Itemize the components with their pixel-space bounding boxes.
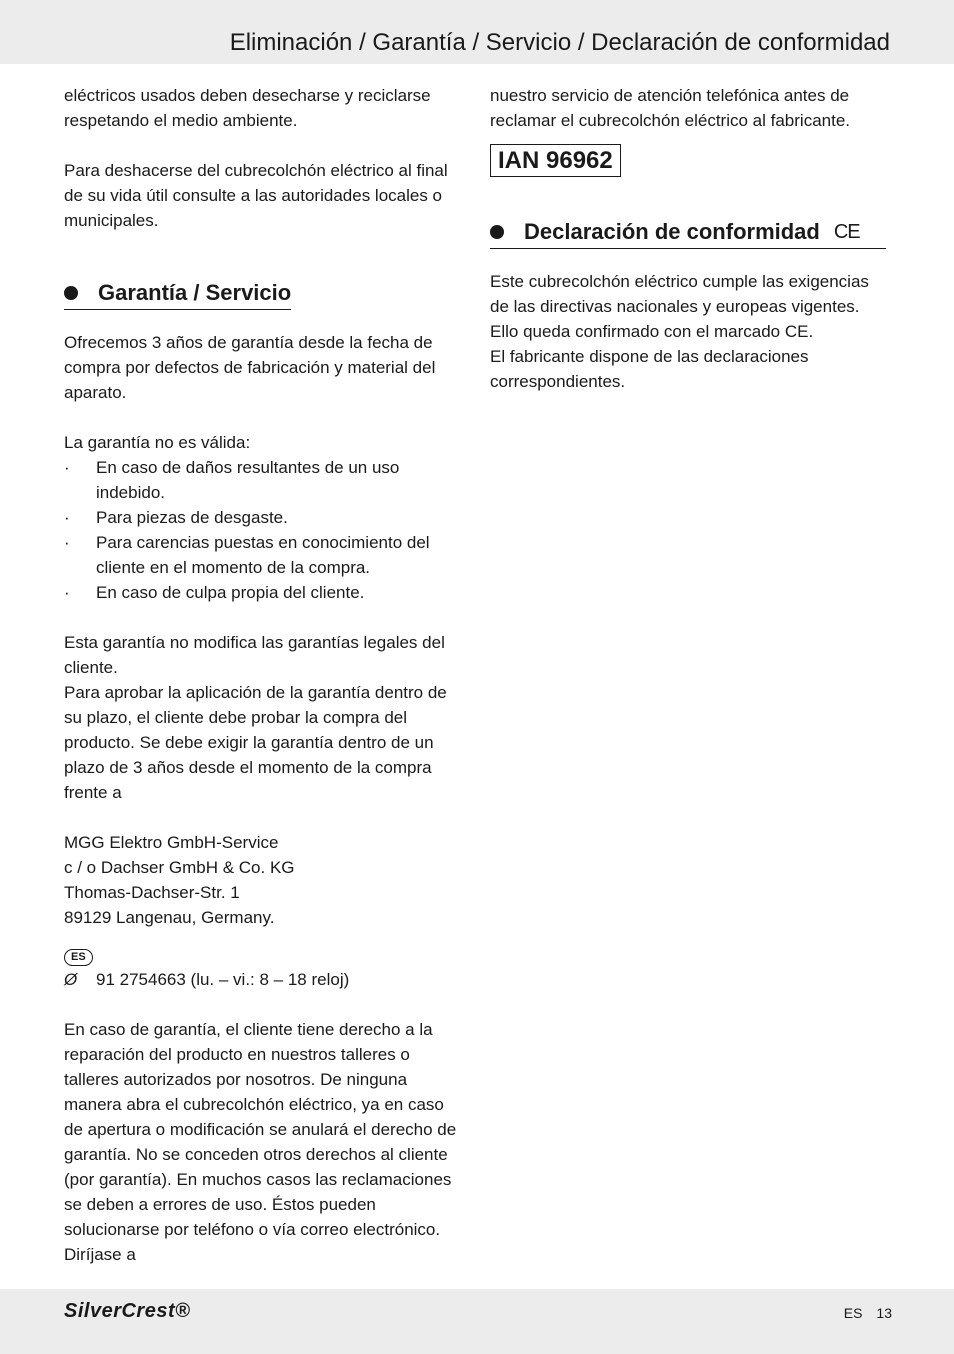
warranty-heading-label: Garantía / Servicio	[98, 280, 292, 305]
phone-line	[64, 967, 464, 992]
invalid-intro: La garantía no es válida:	[64, 433, 251, 452]
conformity-paragraph: Este cubrecolchón eléctrico cumple las exigencias de las directivas nacionales y europeas vigentes. Ello queda confirmado con el marcado CE.	[490, 272, 869, 341]
contact-continuation: nuestro servicio de atención telefónica antes de reclamar el cubrecolchón eléctrico al fabricante.	[490, 86, 851, 130]
list-item: · En caso de culpa propia del cliente.	[64, 580, 464, 605]
list-item: · En caso de daños resultantes de un uso indebido.	[64, 455, 464, 505]
legal-paragraph-2: Para aprobar la aplicación de la garantía dentro de su plazo, el cliente debe probar la compra del producto. Se debe exigir la garantía dentro de un plazo de 3 años desde el momento de la compra frente a	[64, 683, 447, 802]
page-footer	[0, 1289, 954, 1354]
address-line: 89129 Langenau, Germany.	[64, 908, 275, 927]
legal-paragraph-1: Esta garantía no modifica las garantías legales del cliente.	[64, 633, 445, 677]
conformity-heading	[490, 217, 886, 249]
ce-mark-icon: CE	[833, 221, 860, 243]
page-info	[844, 1305, 892, 1321]
bullet-dot-icon	[64, 286, 78, 300]
conformity-heading-label: Declaración de conformidad	[524, 219, 820, 244]
service-address	[64, 830, 464, 930]
address-line: Thomas-Dachser-Str. 1	[64, 883, 240, 902]
warranty-heading	[64, 278, 291, 310]
page-header	[0, 0, 954, 64]
phone-number: 91 2754663 (lu. – vi.: 8 – 18 reloj)	[96, 970, 350, 989]
country-badge: ES	[64, 949, 93, 966]
ian-box: IAN 96962	[490, 144, 621, 177]
repair-paragraph: En caso de garantía, el cliente tiene derecho a la reparación del producto en nuestros talleres o talleres autorizados por nosotros. De ninguna manera abra el cubrecolchón eléctrico, ya en caso de apertura o modificación se anulará el derecho de garantía. No se conceden otros derechos al cliente (por garantía). En muchos casos las reclamaciones se deben a errores de uso. Éstos pueden solucionarse por teléfono o vía correo electrónico. Diríjase a	[64, 1020, 457, 1264]
list-item: · Para piezas de desgaste.	[64, 505, 464, 530]
manufacturer-paragraph: El fabricante dispone de las declaraciones correspondientes.	[490, 347, 809, 391]
page-title: Eliminación / Garantía / Servicio / Declaración de conformidad	[229, 29, 890, 56]
left-column	[64, 83, 464, 1267]
warranty-paragraph: Ofrecemos 3 años de garantía desde la fecha de compra por defectos de fabricación y material del aparato.	[64, 333, 436, 402]
brand-logo: SilverCrest®	[64, 1300, 191, 1322]
intro-paragraph-1: eléctricos usados deben desecharse y reciclarse respetando el medio ambiente.	[64, 86, 431, 130]
right-column	[490, 83, 890, 394]
phone-icon: Ø	[64, 970, 78, 989]
bullet-dot-icon	[490, 225, 504, 239]
address-line: c / o Dachser GmbH & Co. KG	[64, 858, 295, 877]
intro-paragraph-2: Para deshacerse del cubrecolchón eléctrico al final de su vida útil consulte a las autoridades locales o municipales.	[64, 161, 448, 230]
list-item: · Para carencias puestas en conocimiento del cliente en el momento de la compra.	[64, 530, 464, 580]
address-line: MGG Elektro GmbH-Service	[64, 833, 279, 852]
language-code: ES	[843, 1305, 863, 1321]
invalid-list	[64, 455, 464, 605]
page-number: 13	[876, 1305, 892, 1321]
